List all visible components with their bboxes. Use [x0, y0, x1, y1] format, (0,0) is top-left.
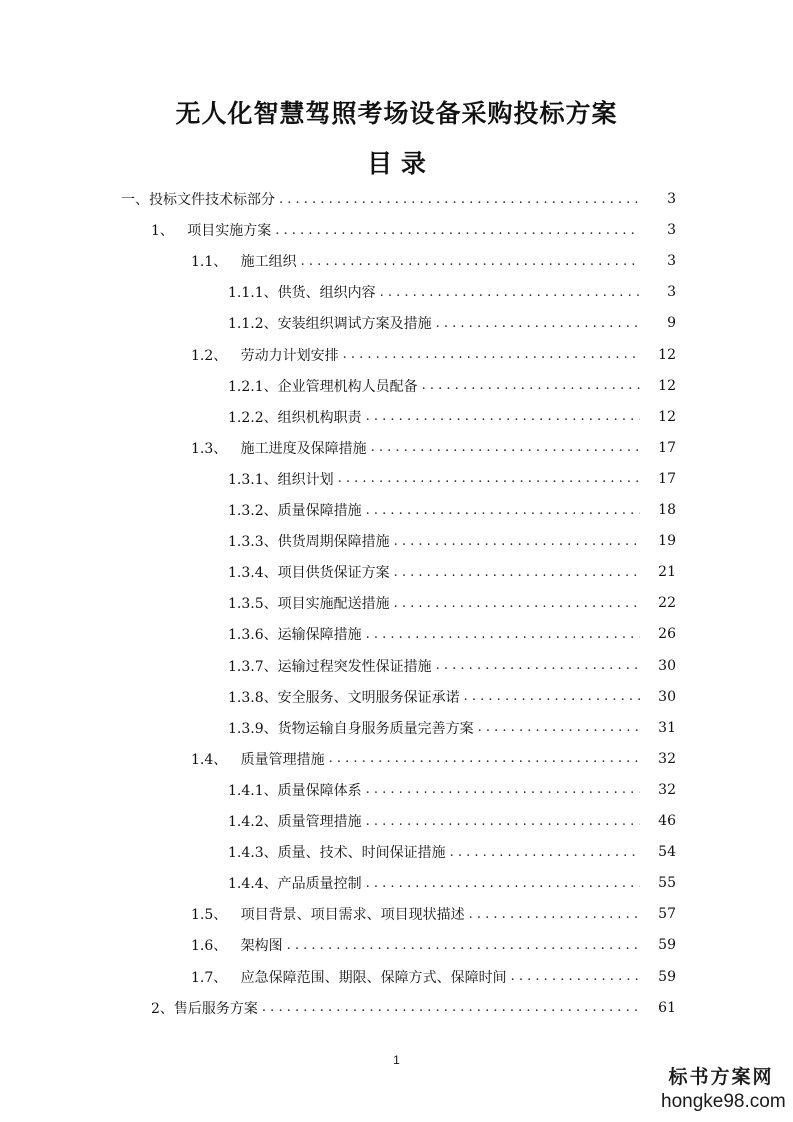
document-title: 无人化智慧驾照考场设备采购投标方案	[175, 99, 618, 128]
toc-entry-page: 3	[667, 284, 676, 301]
toc-entry-page: 32	[658, 750, 676, 767]
toc-entry-page: 3	[667, 191, 676, 207]
toc-entry-number: 1.3.3、	[228, 534, 278, 551]
toc-entry-page: 21	[658, 564, 676, 581]
toc-entry-title: 质量管理措施	[277, 814, 362, 830]
toc-dot-leader	[366, 409, 640, 424]
toc-entry[interactable]	[0, 995, 793, 1021]
toc-entry[interactable]	[0, 404, 793, 430]
toc-entry[interactable]	[0, 217, 793, 243]
toc-heading: 目 录	[367, 149, 426, 178]
toc-entry-title: 施工进度及保障措施	[240, 440, 367, 457]
toc-entry-title: 质量管理措施	[240, 751, 325, 768]
toc-entry-page: 18	[658, 502, 676, 518]
toc-dot-leader	[366, 876, 640, 891]
toc-entry-title: 项目背景、项目需求、项目现状描述	[240, 907, 465, 924]
toc-entry-number: 1.2、	[191, 347, 241, 364]
toc-entry[interactable]	[0, 870, 793, 896]
toc-entry-page: 9	[667, 315, 676, 332]
toc-entry-page: 3	[667, 253, 676, 270]
toc-entry-title: 组织计划	[277, 471, 334, 488]
toc-entry-title: 企业管理机构人员配备	[277, 378, 418, 395]
toc-dot-leader	[329, 751, 640, 766]
toc-entry-number: 1.3.4、	[228, 565, 278, 582]
watermark-url-text: hongke98.com	[661, 1091, 786, 1112]
toc-entry-title: 施工组织	[240, 254, 297, 271]
toc-entry-page: 12	[658, 377, 676, 394]
toc-entry[interactable]	[0, 248, 793, 274]
toc-entry-page: 61	[658, 999, 676, 1016]
toc-entry-title: 质量、技术、时间保证措施	[277, 845, 446, 862]
toc-dot-leader	[469, 907, 640, 922]
toc-entry-page: 59	[658, 937, 676, 954]
toc-entry-title: 一、投标文件技术标部分	[121, 192, 275, 208]
toc-entry-number: 1.3.8、	[228, 689, 278, 706]
toc-dot-leader	[279, 192, 640, 207]
toc-entry-page: 26	[658, 626, 676, 643]
toc-entry-number: 1.4.1、	[228, 782, 278, 799]
toc-entry-title: 应急保障范围、期限、保障方式、保障时间	[240, 969, 507, 986]
toc-dot-leader	[366, 814, 640, 829]
toc-entry[interactable]	[0, 497, 793, 523]
watermark-brand-text: 标书方案网	[668, 1066, 774, 1088]
toc-entry-title: 组织机构职责	[277, 409, 362, 426]
toc-entry[interactable]	[0, 590, 793, 616]
toc-entry[interactable]	[0, 186, 793, 212]
toc-dot-leader	[478, 720, 640, 735]
toc-entry-number: 1、	[151, 223, 188, 240]
toc-entry-title: 安全服务、文明服务保证承诺	[277, 689, 460, 706]
toc-entry-page: 17	[658, 470, 676, 487]
toc-entry-number: 1.7、	[191, 969, 241, 986]
toc-entry[interactable]	[0, 684, 793, 710]
toc-entry-title: 供货、组织内容	[277, 285, 376, 302]
toc-entry-number: 1.4、	[191, 751, 241, 768]
toc-entry-page: 3	[667, 222, 676, 239]
toc-entry-title: 质量保障体系	[277, 782, 362, 799]
toc-entry[interactable]	[0, 777, 793, 803]
toc-entry-page: 22	[658, 595, 676, 612]
toc-dot-leader	[366, 782, 640, 797]
toc-entry-title: 项目供货保证方案	[277, 565, 390, 582]
toc-dot-leader	[366, 627, 640, 642]
toc-entry-page: 32	[658, 781, 676, 798]
toc-dot-leader	[366, 503, 640, 518]
toc-entry-title: 运输过程突发性保证措施	[277, 658, 432, 675]
toc-entry-page: 54	[658, 844, 676, 861]
toc-entry-title: 项目实施配送措施	[277, 596, 390, 613]
toc-entry-number: 1.1、	[191, 254, 241, 271]
toc-entry-title: 架构图	[240, 938, 283, 955]
toc-entry-title: 劳动力计划安排	[240, 347, 339, 364]
toc-entry-page: 59	[658, 968, 676, 985]
toc-dot-leader	[262, 1000, 640, 1015]
toc-dot-leader	[275, 223, 640, 238]
toc-entry-title: 安装组织调试方案及措施	[277, 316, 432, 333]
toc-entry[interactable]	[0, 746, 793, 772]
toc-entry-number: 1.3.6、	[228, 627, 278, 644]
toc-entry[interactable]	[0, 808, 793, 834]
toc-entry[interactable]	[0, 310, 793, 336]
toc-entry-number: 1.3.5、	[228, 596, 278, 613]
toc-dot-leader	[338, 471, 640, 486]
toc-entry-number: 2、	[151, 1000, 174, 1017]
toc-entry[interactable]	[0, 435, 793, 461]
toc-entry-number: 1.3.1、	[228, 471, 278, 488]
toc-entry-page: 57	[658, 906, 676, 923]
toc-entry[interactable]	[0, 342, 793, 368]
watermark	[661, 1062, 786, 1113]
toc-entry-title: 项目实施方案	[187, 223, 272, 240]
toc-entry-page: 12	[658, 346, 676, 363]
toc-entry-title: 售后服务方案	[173, 1000, 258, 1017]
toc-entry[interactable]	[0, 932, 793, 958]
toc-entry-title: 供货周期保障措施	[277, 534, 390, 551]
toc-entry-title: 质量保障措施	[277, 503, 362, 519]
toc-entry-number: 1.4.2、	[228, 814, 278, 830]
toc-dot-leader	[436, 316, 640, 331]
toc-entry[interactable]	[0, 839, 793, 865]
toc-dot-leader	[394, 596, 640, 611]
toc-dot-leader	[464, 689, 640, 704]
toc-entry-number: 1.2.2、	[228, 409, 278, 426]
toc-entry[interactable]	[0, 715, 793, 741]
toc-entry[interactable]	[0, 466, 793, 492]
toc-entry-number: 1.4.3、	[228, 845, 278, 862]
toc-entry[interactable]	[0, 621, 793, 647]
toc-entry-title: 运输保障措施	[277, 627, 362, 644]
toc-entry[interactable]	[0, 964, 793, 990]
toc-entry-page: 19	[658, 533, 676, 550]
toc-dot-leader	[301, 254, 640, 269]
page-number: 1	[393, 1053, 400, 1067]
toc-dot-leader	[422, 378, 640, 393]
toc-entry-number: 1.3.7、	[228, 658, 278, 675]
toc-entry-page: 30	[658, 657, 676, 674]
table-of-contents	[0, 186, 793, 1026]
toc-entry-number: 1.4.4、	[228, 876, 278, 893]
toc-entry[interactable]	[0, 373, 793, 399]
toc-entry[interactable]	[0, 528, 793, 554]
toc-entry[interactable]	[0, 559, 793, 585]
toc-entry-number: 1.3.9、	[228, 720, 278, 737]
toc-dot-leader	[380, 285, 640, 300]
toc-dot-leader	[450, 845, 640, 860]
toc-entry-number: 1.3、	[191, 440, 241, 457]
toc-dot-leader	[343, 347, 640, 362]
toc-entry[interactable]	[0, 653, 793, 679]
toc-entry-page: 55	[658, 875, 676, 892]
toc-entry-number: 1.1.2、	[228, 316, 278, 333]
toc-entry-number: 1.6、	[191, 938, 241, 955]
toc-entry-page: 17	[658, 439, 676, 456]
toc-entry-page: 46	[658, 813, 676, 829]
toc-dot-leader	[436, 658, 640, 673]
toc-entry-page: 30	[658, 688, 676, 705]
toc-dot-leader	[394, 534, 640, 549]
toc-entry-number: 1.5、	[191, 907, 241, 924]
toc-dot-leader	[287, 938, 640, 953]
toc-entry-title: 产品质量控制	[277, 876, 362, 893]
toc-entry-title: 货物运输自身服务质量完善方案	[277, 720, 474, 737]
toc-dot-leader	[394, 565, 640, 580]
toc-entry[interactable]	[0, 279, 793, 305]
toc-dot-leader	[371, 440, 640, 455]
toc-entry-page: 31	[658, 719, 676, 736]
toc-entry-number: 1.3.2、	[228, 503, 278, 519]
toc-dot-leader	[511, 969, 640, 984]
toc-entry-number: 1.2.1、	[228, 378, 278, 395]
toc-entry[interactable]	[0, 901, 793, 927]
toc-entry-number: 1.1.1、	[228, 285, 278, 302]
toc-entry-page: 12	[658, 408, 676, 425]
